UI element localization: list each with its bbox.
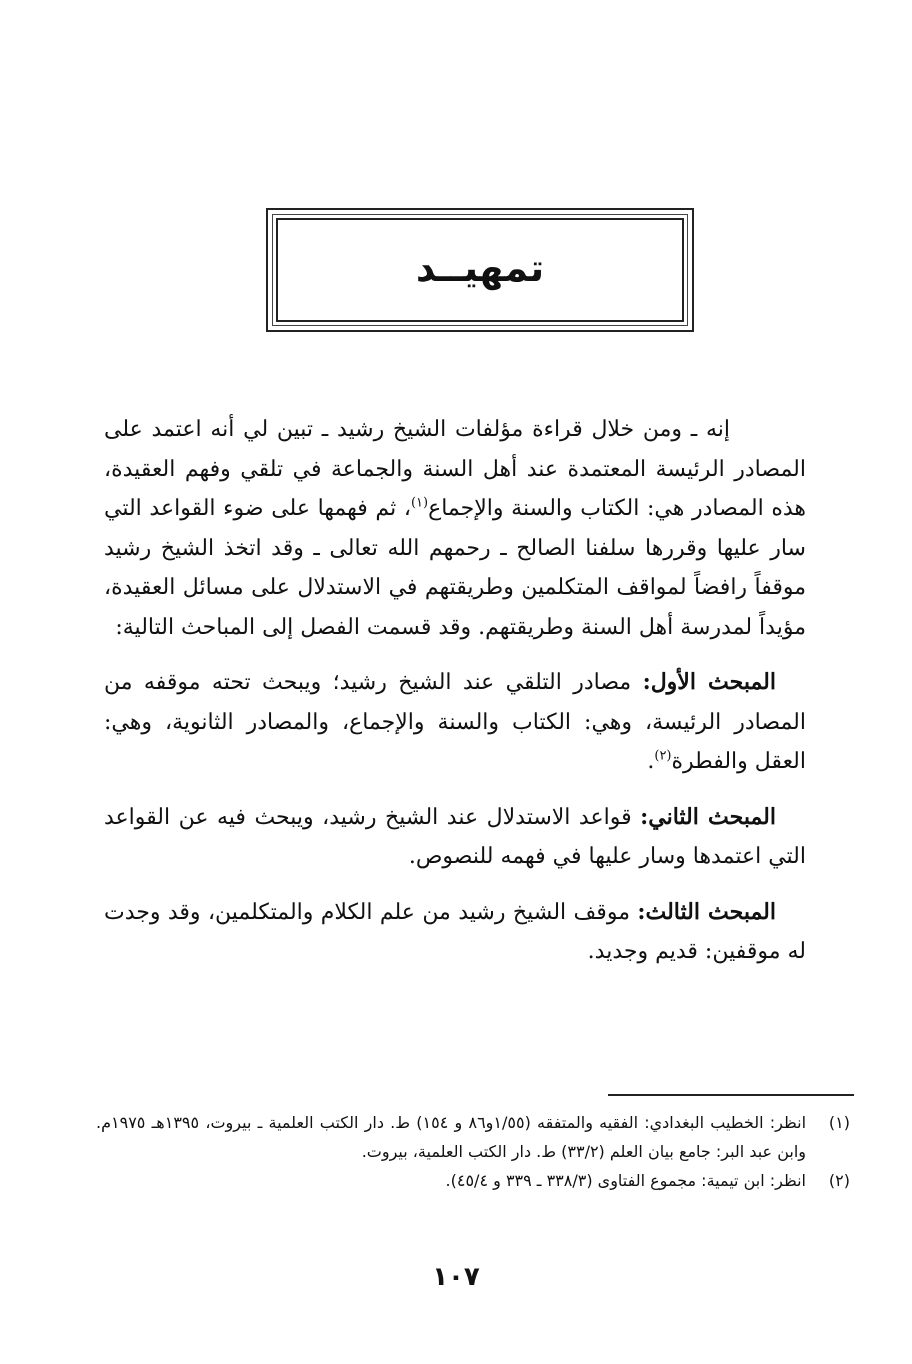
footnote-item [96, 1166, 850, 1195]
footnote-number: (٢) [828, 1171, 850, 1190]
page-number: ١٠٧ [432, 1262, 480, 1292]
section-heading: المبحث الثالث: [637, 898, 776, 925]
footnote-item [96, 1108, 850, 1166]
footnote-marker[interactable]: (٢) [654, 748, 672, 764]
footnote-text: انظر: ابن تيمية: مجموع الفتاوى (٣٣٨/٣ ـ ٣٣٩ و ٤٥/٤). [445, 1171, 806, 1190]
chapter-title: تمهيــد [415, 246, 545, 290]
section-heading: المبحث الثاني: [640, 803, 776, 830]
section-paragraph-3: المبحث الثالث: موقف الشيخ رشيد من علم الكلام والمتكلمين، وقد وجدت له موقفين: قديم وجديد. [104, 898, 806, 964]
footnote-text: انظر: الخطيب البغدادي: الفقيه والمتفقه (١/٥٥و٨٦ و ١٥٤) ط. دار الكتب العلمية ـ بيروت، ١٣٩٥هـ ١٩٧٥م. وابن عبد البر: جامع بيان العلم (٣٣/٢) ط. دار الكتب العلمية، بيروت. [96, 1113, 807, 1161]
body-text [104, 410, 806, 972]
intro-paragraph: إنه ـ ومن خلال قراءة مؤلفات الشيخ رشيد ـ تبين لي أنه اعتمد على المصادر الرئيسة المعتمدة عند أهل السنة والجماعة في تلقي وفهم العقيدة، هذه المصادر هي: الكتاب والسنة والإجماع$^{(١)}$، ثم فهمها على ضوء القواعد التي سار عليها وقررها سلفنا الصالح ـ رحمهم الله تعالى ـ وقد اتخذ الشيخ رشيد موقفاً رافضاً لمواقف المتكلمين وطريقتهم في الاستدلال على مسائل العقيدة، مؤيداً لمدرسة أهل السنة وطريقتهم. وقد قسمت الفصل إلى المباحث التالية: [104, 417, 806, 640]
section-heading: المبحث الأول: [642, 669, 776, 695]
footnote-number: (١) [828, 1113, 850, 1132]
footnote-marker[interactable]: (١) [410, 495, 429, 511]
chapter-title-frame [266, 208, 694, 332]
footnote-divider [608, 1094, 854, 1096]
section-paragraph-1: المبحث الأول: مصادر التلقي عند الشيخ رشيد؛ ويبحث تحته موقفه من المصادر الرئيسة، وهي: الكتاب والسنة والإجماع، والمصادر الثانوية، وهي: العقل والفطرة$^{(٢)}$. [104, 669, 806, 774]
section-paragraph-2: المبحث الثاني: قواعد الاستدلال عند الشيخ رشيد، ويبحث فيه عن القواعد التي اعتمدها وسار عليها في فهمه للنصوص. [104, 803, 806, 869]
footnotes [96, 1108, 850, 1195]
